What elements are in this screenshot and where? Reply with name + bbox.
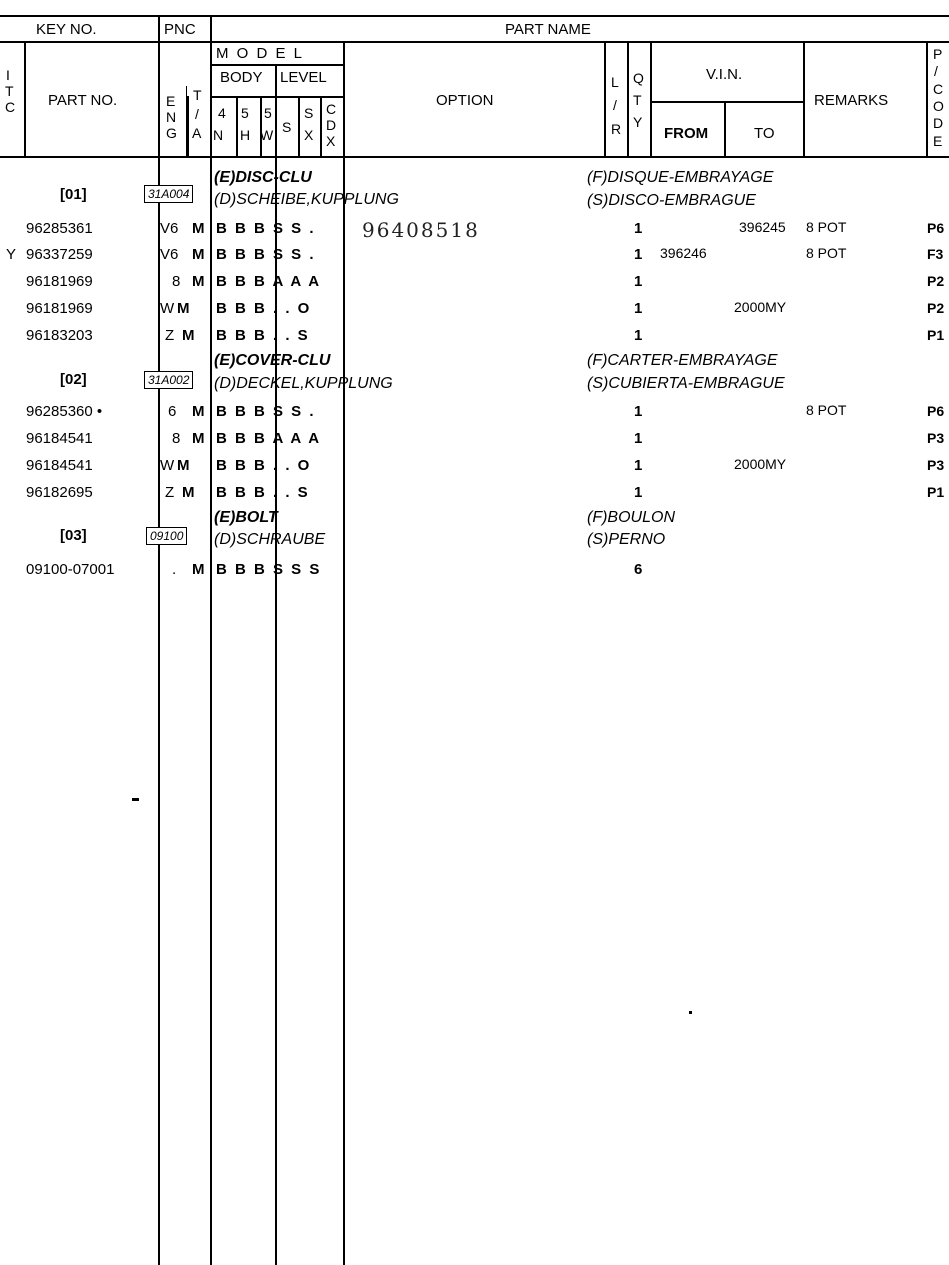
qty-header-t: T bbox=[633, 92, 642, 108]
engine-code: Z bbox=[165, 484, 175, 501]
part-name-spanish: (S)DISCO-EMBRAGUE bbox=[587, 192, 756, 209]
quantity: 1 bbox=[634, 327, 643, 344]
transaxle-code: M bbox=[182, 484, 195, 501]
part-name-french: (F)DISQUE-EMBRAYAGE bbox=[587, 169, 774, 186]
pcode: P3 bbox=[927, 457, 945, 473]
remarks-header: REMARKS bbox=[814, 92, 889, 109]
part-name-english: (E)BOLT bbox=[214, 509, 278, 526]
vin-to: 2000MY bbox=[734, 456, 787, 472]
level-sx-s: S bbox=[304, 105, 314, 121]
level-sx-x: X bbox=[304, 127, 314, 143]
model-code: B B B A A A bbox=[216, 273, 322, 290]
pcode-header-d: D bbox=[933, 115, 944, 131]
pcode-header-slash: / bbox=[934, 63, 938, 79]
scan-speck bbox=[689, 1011, 692, 1014]
key-no-header: KEY NO. bbox=[36, 21, 97, 38]
transaxle-code: M bbox=[192, 273, 205, 290]
pcode: F3 bbox=[927, 246, 944, 262]
scan-speck bbox=[132, 798, 139, 801]
handwritten-note: 96408518 bbox=[362, 218, 480, 242]
body-5w-header: 5 bbox=[264, 105, 272, 121]
part-number: 96337259 bbox=[26, 246, 93, 263]
quantity: 1 bbox=[634, 403, 643, 420]
itc-header-c: C bbox=[5, 99, 16, 115]
engine-code: Z bbox=[165, 327, 175, 344]
part-number: 96183203 bbox=[26, 327, 93, 344]
vin-from-header: FROM bbox=[664, 125, 709, 142]
vin-from: 396246 bbox=[660, 245, 707, 261]
pcode: P1 bbox=[927, 327, 945, 343]
quantity: 1 bbox=[634, 246, 643, 263]
vin-header: V.I.N. bbox=[706, 66, 743, 83]
group-key: [02] bbox=[60, 371, 87, 388]
part-number: 96181969 bbox=[26, 300, 93, 317]
part-name-french: (F)BOULON bbox=[587, 509, 675, 526]
quantity: 6 bbox=[634, 561, 643, 578]
pcode-header-p: P bbox=[933, 46, 943, 62]
engine-code: W bbox=[160, 457, 175, 474]
transaxle-code: M bbox=[192, 246, 205, 263]
part-name-german: (D)SCHRAUBE bbox=[214, 531, 326, 548]
model-code: B B B . . O bbox=[216, 300, 312, 317]
group-key: [03] bbox=[60, 527, 87, 544]
model-code: B B B S S S bbox=[216, 561, 322, 578]
engine-code: . bbox=[172, 561, 177, 578]
part-name-header: PART NAME bbox=[505, 21, 591, 38]
engine-code: V6 bbox=[160, 220, 179, 237]
part-number: 96285361 bbox=[26, 220, 93, 237]
pnc-box: 31A002 bbox=[144, 371, 193, 389]
qty-header-y: Y bbox=[633, 114, 643, 130]
model-header: M O D E L bbox=[216, 45, 305, 62]
engine-code: 6 bbox=[168, 403, 177, 420]
level-cdx-d: D bbox=[326, 117, 337, 133]
part-name-german: (D)DECKEL,KUPPLUNG bbox=[214, 375, 393, 392]
engine-code: V6 bbox=[160, 246, 179, 263]
model-code: B B B A A A bbox=[216, 430, 322, 447]
part-number: 96184541 bbox=[26, 457, 93, 474]
body-4-header: 4 bbox=[218, 105, 226, 121]
part-name-english: (E)COVER-CLU bbox=[214, 352, 331, 369]
pcode: P1 bbox=[927, 484, 945, 500]
quantity: 1 bbox=[634, 457, 643, 474]
quantity: 1 bbox=[634, 220, 643, 237]
body-n-header: N bbox=[213, 127, 224, 143]
pcode: P2 bbox=[927, 273, 945, 289]
pcode-header-c: C bbox=[933, 81, 944, 97]
ta-header-slash: / bbox=[195, 106, 199, 122]
remarks: 8 POT bbox=[806, 402, 847, 418]
option-header: OPTION bbox=[436, 92, 494, 109]
pnc-box: 09100 bbox=[146, 527, 187, 545]
eng-header-e: E bbox=[166, 93, 176, 109]
engine-code: 8 bbox=[172, 273, 181, 290]
lr-header-r: R bbox=[611, 121, 622, 137]
pnc-header: PNC bbox=[164, 21, 196, 38]
quantity: 1 bbox=[634, 273, 643, 290]
model-code: B B B S S . bbox=[216, 220, 316, 237]
vin-to: 2000MY bbox=[734, 299, 787, 315]
quantity: 1 bbox=[634, 430, 643, 447]
level-header: LEVEL bbox=[280, 69, 327, 86]
transaxle-code: M bbox=[192, 561, 205, 578]
quantity: 1 bbox=[634, 484, 643, 501]
pcode-header-o: O bbox=[933, 98, 944, 114]
ta-header-t: T bbox=[193, 87, 202, 103]
model-code: B B B . . O bbox=[216, 457, 312, 474]
transaxle-code: M bbox=[177, 457, 190, 474]
ta-header-a: A bbox=[192, 125, 202, 141]
itc-header-t: T bbox=[5, 83, 14, 99]
eng-header-n: N bbox=[166, 109, 177, 125]
itc-flag: Y bbox=[6, 246, 17, 263]
part-number: 96184541 bbox=[26, 430, 93, 447]
vin-to-header: TO bbox=[754, 125, 775, 142]
remarks: 8 POT bbox=[806, 219, 847, 235]
part-name-spanish: (S)PERNO bbox=[587, 531, 666, 548]
level-s-header: S bbox=[282, 119, 292, 135]
lr-header-slash: / bbox=[613, 97, 617, 113]
pcode: P3 bbox=[927, 430, 945, 446]
part-no-header: PART NO. bbox=[48, 92, 118, 109]
part-name-french: (F)CARTER-EMBRAYAGE bbox=[587, 352, 778, 369]
lr-header-l: L bbox=[611, 74, 619, 90]
itc-header-i: I bbox=[6, 67, 10, 83]
part-number: 96285360 • bbox=[26, 403, 103, 420]
eng-header-g: G bbox=[166, 125, 177, 141]
qty-header-q: Q bbox=[633, 70, 644, 86]
transaxle-code: M bbox=[192, 403, 205, 420]
pcode: P6 bbox=[927, 220, 945, 236]
body-h-header: H bbox=[240, 127, 251, 143]
part-number: 96182695 bbox=[26, 484, 93, 501]
transaxle-code: M bbox=[177, 300, 190, 317]
engine-code: W bbox=[160, 300, 175, 317]
level-cdx-x: X bbox=[326, 133, 336, 149]
transaxle-code: M bbox=[192, 430, 205, 447]
part-name-spanish: (S)CUBIERTA-EMBRAGUE bbox=[587, 375, 785, 392]
pcode: P6 bbox=[927, 403, 945, 419]
body-5h-header: 5 bbox=[241, 105, 249, 121]
pcode: P2 bbox=[927, 300, 945, 316]
part-number: 09100-07001 bbox=[26, 561, 115, 578]
body-header: BODY bbox=[220, 69, 263, 86]
group-key: [01] bbox=[60, 186, 87, 203]
body-w-header: W bbox=[260, 127, 274, 143]
transaxle-code: M bbox=[182, 327, 195, 344]
part-name-german: (D)SCHEIBE,KUPPLUNG bbox=[214, 191, 399, 208]
part-name-english: (E)DISC-CLU bbox=[214, 169, 312, 186]
model-code: B B B S S . bbox=[216, 403, 316, 420]
pcode-header-e: E bbox=[933, 133, 943, 149]
transaxle-code: M bbox=[192, 220, 205, 237]
remarks: 8 POT bbox=[806, 245, 847, 261]
model-code: B B B S S . bbox=[216, 246, 316, 263]
quantity: 1 bbox=[634, 300, 643, 317]
model-code: B B B . . S bbox=[216, 484, 310, 501]
part-number: 96181969 bbox=[26, 273, 93, 290]
model-code: B B B . . S bbox=[216, 327, 310, 344]
vin-to: 396245 bbox=[739, 219, 786, 235]
pnc-box: 31A004 bbox=[144, 185, 193, 203]
level-cdx-c: C bbox=[326, 101, 337, 117]
engine-code: 8 bbox=[172, 430, 181, 447]
